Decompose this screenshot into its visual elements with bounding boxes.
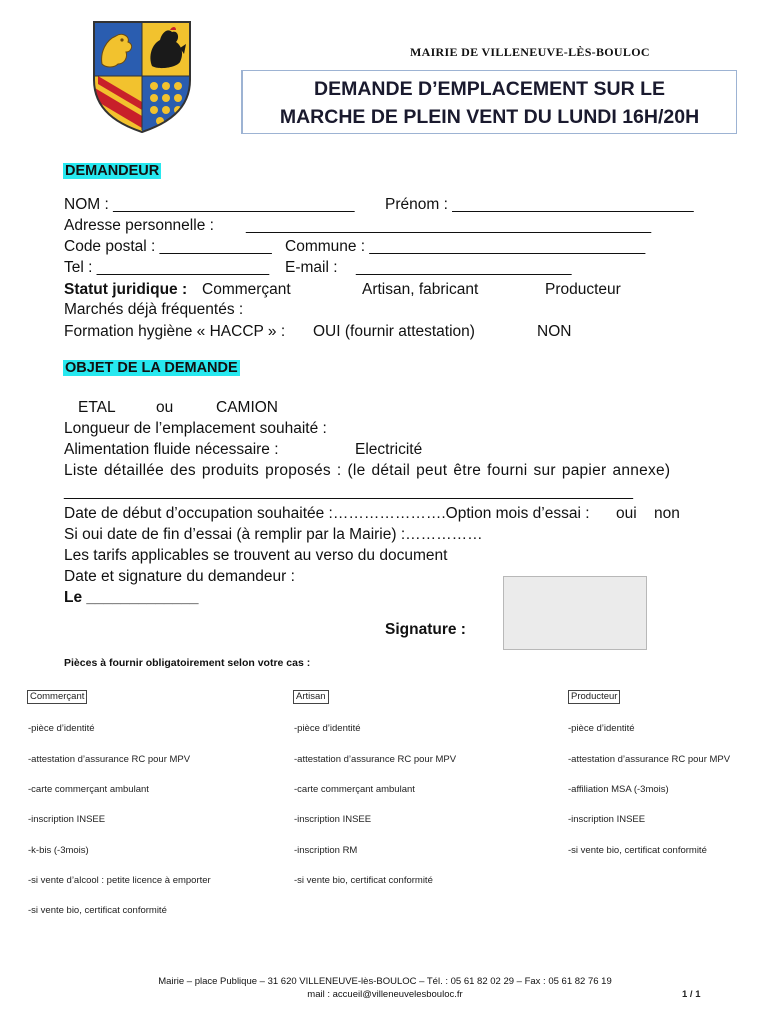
list-item: -pièce d’identité [294, 723, 361, 734]
longueur-field[interactable]: Longueur de l’emplacement souhaité : [64, 420, 327, 437]
statut-option-producteur[interactable]: Producteur [545, 281, 621, 298]
essai-option-oui[interactable]: oui [616, 505, 637, 522]
prenom-field[interactable]: Prénom : ____________________________ [385, 196, 694, 213]
email-label: E-mail : [285, 259, 338, 276]
list-item: -carte commerçant ambulant [294, 784, 415, 795]
alimentation-electricite[interactable]: Electricité [355, 441, 423, 458]
list-item: -si vente bio, certificat conformité [568, 845, 707, 856]
liste-produits-field[interactable]: __________________________________________________________________ [64, 483, 633, 500]
list-item: -inscription RM [294, 845, 358, 856]
date-fin-essai-field[interactable]: Si oui date de fin d’essai (à remplir par la Mairie) :…………… [64, 526, 483, 543]
email-field[interactable]: _________________________ [356, 259, 572, 276]
date-debut-field[interactable]: Date de début d’occupation souhaitée :………………….Option mois d’essai : [64, 505, 590, 522]
footer-email: mail : accueil@villeneuvelesbouloc.fr [307, 989, 463, 1000]
nom-field[interactable]: NOM : ____________________________ [64, 196, 355, 213]
list-item: -si vente d’alcool : petite licence à emporter [28, 875, 211, 886]
adresse-label: Adresse personnelle : [64, 217, 214, 234]
essai-option-non[interactable]: non [654, 505, 680, 522]
adresse-field[interactable]: _______________________________________________ [246, 217, 652, 234]
list-item: -attestation d’assurance RC pour MPV [28, 754, 191, 765]
list-item: -affiliation MSA (-3mois) [568, 784, 669, 795]
list-item: -attestation d’assurance RC pour MPV [568, 754, 731, 765]
alimentation-label: Alimentation fluide nécessaire : [64, 441, 279, 458]
formation-label: Formation hygiène « HACCP » : [64, 323, 286, 340]
le-date-field[interactable]: Le _____________ [64, 589, 199, 606]
column-header-commercant: Commerçant [27, 690, 87, 704]
section-demandeur: DEMANDEUR [65, 163, 160, 179]
mairie-name: MAIRIE DE VILLENEUVE-LÈS-BOULOC [410, 45, 650, 59]
statut-option-artisan[interactable]: Artisan, fabricant [362, 281, 479, 298]
tel-field[interactable]: Tel : ____________________ [64, 259, 270, 276]
document-title-box [241, 70, 737, 134]
list-item: -si vente bio, certificat conformité [28, 905, 167, 916]
section-objet: OBJET DE LA DEMANDE [65, 360, 238, 376]
marches-field[interactable]: Marchés déjà fréquentés : [64, 301, 244, 318]
footer-address: Mairie – place Publique – 31 620 VILLENEUVE-lès-BOULOC – Tél. : 05 61 82 02 29 – Fax : 05 61 82 76 19 [158, 976, 612, 987]
list-item: -inscription INSEE [294, 814, 372, 825]
option-etal[interactable]: ETAL [78, 399, 116, 416]
list-item: -pièce d’identité [568, 723, 635, 734]
list-item: -carte commerçant ambulant [28, 784, 149, 795]
formation-option-non[interactable]: NON [537, 323, 572, 340]
signature-label: Signature : [385, 621, 466, 638]
signature-box[interactable] [503, 576, 647, 650]
list-item: -attestation d’assurance RC pour MPV [294, 754, 457, 765]
option-camion[interactable]: CAMION [216, 399, 278, 416]
list-item: -inscription INSEE [568, 814, 646, 825]
list-item: -si vente bio, certificat conformité [294, 875, 433, 886]
date-signature-label: Date et signature du demandeur : [64, 568, 295, 585]
list-item: -k-bis (-3mois) [28, 845, 89, 856]
column-header-artisan: Artisan [293, 690, 329, 704]
coat-of-arms-logo [88, 18, 196, 136]
tarifs-note: Les tarifs applicables se trouvent au verso du document [64, 547, 448, 564]
option-ou: ou [156, 399, 174, 416]
commune-field[interactable]: Commune : ________________________________ [285, 238, 646, 255]
statut-label: Statut juridique : [64, 281, 188, 298]
column-header-producteur: Producteur [568, 690, 620, 704]
page-number: 1 / 1 [682, 989, 701, 1000]
pieces-title: Pièces à fournir obligatoirement selon votre cas : [64, 657, 311, 669]
document-title-line1: DEMANDE D’EMPLACEMENT SUR LE [313, 78, 665, 100]
statut-option-commercant[interactable]: Commerçant [202, 281, 291, 298]
list-item: -pièce d’identité [28, 723, 95, 734]
document-title-line2: MARCHE DE PLEIN VENT DU LUNDI 16H/20H [279, 106, 700, 128]
formation-option-oui[interactable]: OUI (fournir attestation) [313, 323, 475, 340]
list-item: -inscription INSEE [28, 814, 106, 825]
code-postal-field[interactable]: Code postal : _____________ [64, 238, 272, 255]
liste-produits-label: Liste détaillée des produits proposés : (le détail peut être fourni sur papier annexe) [64, 462, 671, 479]
